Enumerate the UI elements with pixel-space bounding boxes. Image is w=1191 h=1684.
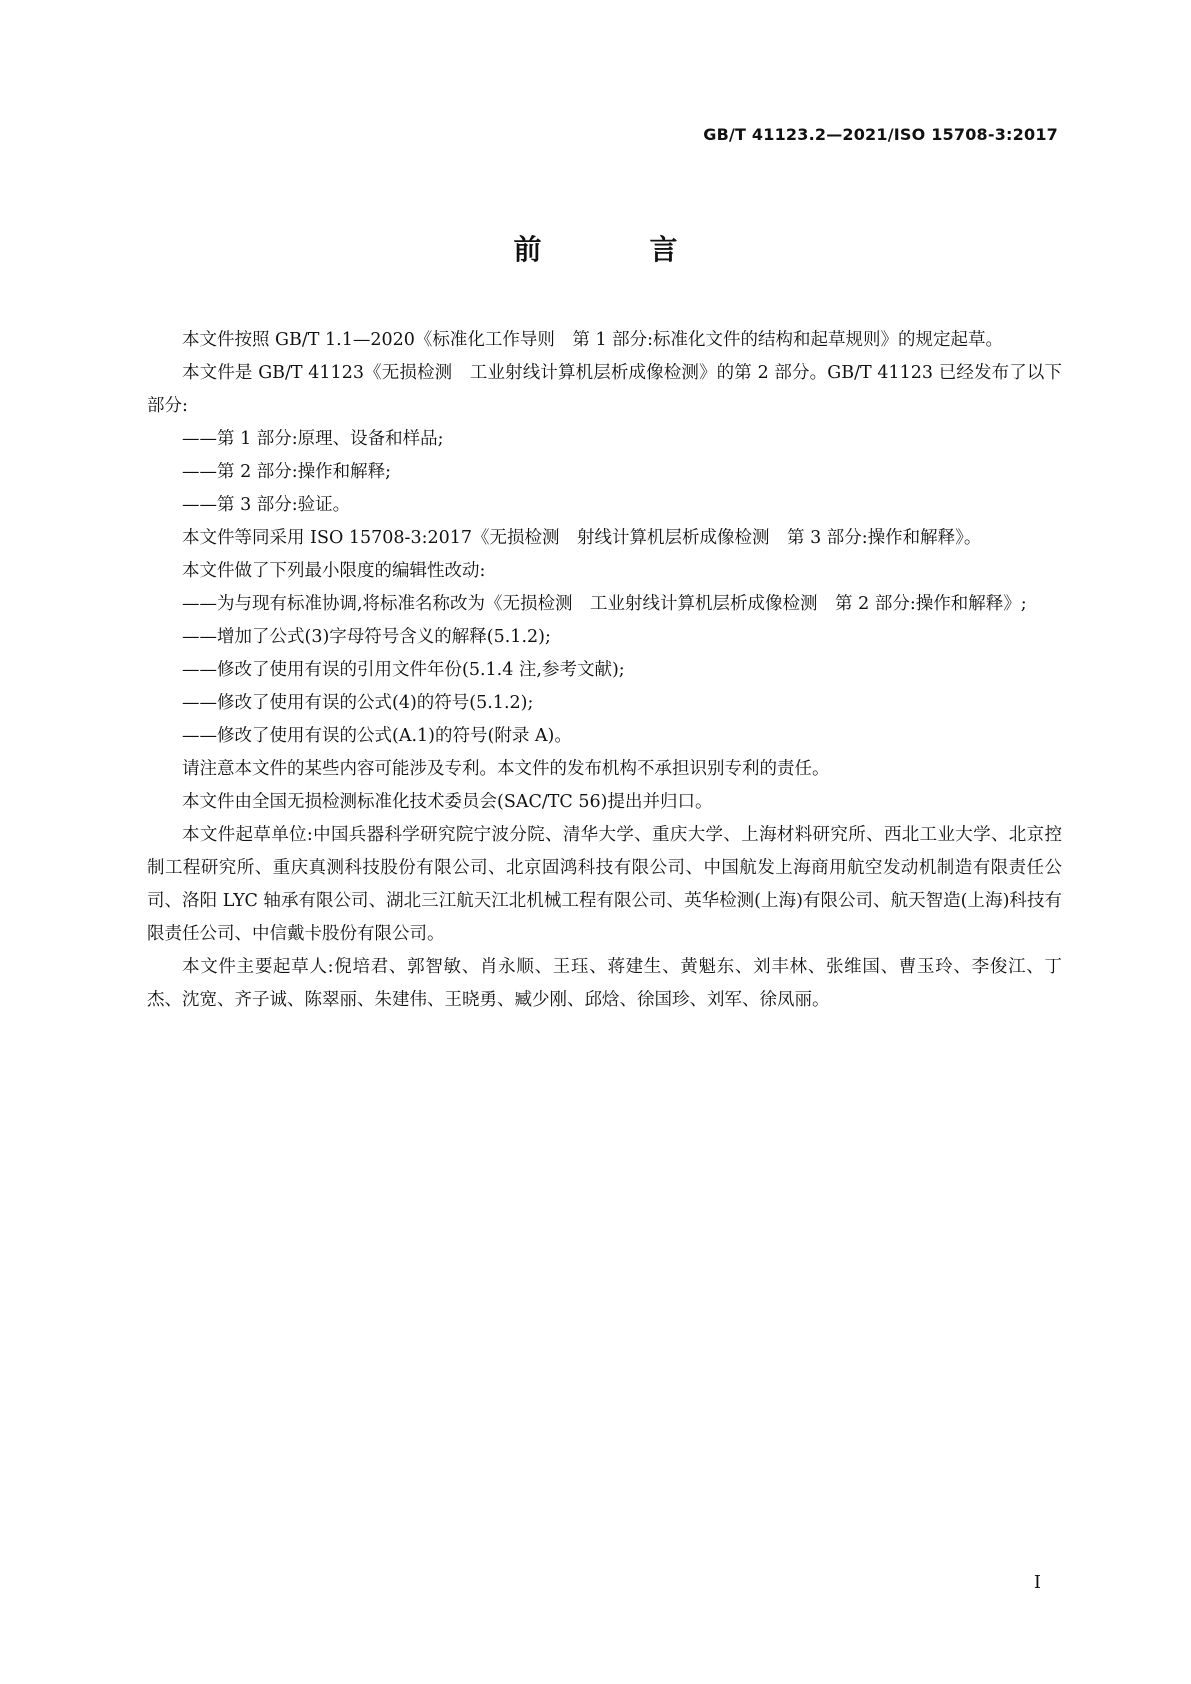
list-dash: —— xyxy=(182,462,217,482)
list-item-part xyxy=(147,423,1062,456)
list-item-text: 修改了使用有误的公式(4)的符号(5.1.2); xyxy=(217,693,534,713)
list-item-text: 为与现有标准协调,将标准名称改为《无损检测 工业射线计算机层析成像检测 第 2 部分:操作和解释》; xyxy=(217,594,1027,614)
list-item-text: 增加了公式(3)字母符号含义的解释(5.1.2); xyxy=(217,627,551,647)
list-dash: —— xyxy=(182,660,217,680)
paragraph-adoption: 本文件等同采用 ISO 15708-3:2017《无损检测 射线计算机层析成像检测 第 3 部分:操作和解释》。 xyxy=(182,528,982,548)
list-item-change xyxy=(147,654,1062,687)
list-item-text: 修改了使用有误的引用文件年份(5.1.4 注,参考文献); xyxy=(217,660,625,680)
list-item-text: 第 3 部分:验证。 xyxy=(217,495,351,515)
list-item-text: 第 1 部分:原理、设备和样品; xyxy=(217,429,444,449)
list-item-change xyxy=(147,687,1062,720)
list-dash: —— xyxy=(182,693,217,713)
list-dash: —— xyxy=(182,627,217,647)
paragraph-drafting-rules: 本文件按照 GB/T 1.1—2020《标准化工作导则 第 1 部分:标准化文件的结构和起草规则》的规定起草。 xyxy=(182,330,1004,350)
paragraph-drafters: 本文件主要起草人:倪培君、郭智敏、肖永顺、王珏、蒋建生、黄魁东、刘丰林、张维国、曹玉玲、李俊江、丁杰、沈宽、齐子诚、陈翠丽、朱建伟、王晓勇、臧少刚、邱焓、徐国珍、刘军、徐凤丽。 xyxy=(147,957,1062,1010)
page-title: 前 言 xyxy=(513,233,718,266)
paragraph-series-info: 本文件是 GB/T 41123《无损检测 工业射线计算机层析成像检测》的第 2 部分。GB/T 41123 已经发布了以下部分: xyxy=(147,363,1062,416)
foreword-body xyxy=(147,324,1062,1017)
list-dash: —— xyxy=(182,726,217,746)
list-item-change xyxy=(147,588,1062,621)
list-item-part xyxy=(147,489,1062,522)
paragraph-changes-intro: 本文件做了下列最小限度的编辑性改动: xyxy=(182,561,486,581)
list-item-change xyxy=(147,720,1062,753)
list-item-part xyxy=(147,456,1062,489)
list-item-text: 第 2 部分:操作和解释; xyxy=(217,462,392,482)
list-item-change xyxy=(147,621,1062,654)
list-item-text: 修改了使用有误的公式(A.1)的符号(附录 A)。 xyxy=(217,726,572,746)
list-dash: —— xyxy=(182,495,217,515)
paragraph-drafting-units: 本文件起草单位:中国兵器科学研究院宁波分院、清华大学、重庆大学、上海材料研究所、西北工业大学、北京控制工程研究所、重庆真测科技股份有限公司、北京固鸿科技有限公司、中国航发上海商用航空发动机制造有限责任公司、洛阳 LYC 轴承有限公司、湖北三江航天江北机械工程有限公司、英华检测(上海)有限公司、航天智造(上海)科技有限责任公司、中信戴卡股份有限公司。 xyxy=(147,825,1062,944)
page-number: I xyxy=(1033,1572,1041,1593)
list-dash: —— xyxy=(182,429,217,449)
paragraph-patent-notice: 请注意本文件的某些内容可能涉及专利。本文件的发布机构不承担识别专利的责任。 xyxy=(182,759,830,779)
list-dash: —— xyxy=(182,594,217,614)
paragraph-committee: 本文件由全国无损检测标准化技术委员会(SAC/TC 56)提出并归口。 xyxy=(182,792,713,812)
standard-code-header: GB/T 41123.2—2021/ISO 15708-3:2017 xyxy=(703,125,1058,144)
